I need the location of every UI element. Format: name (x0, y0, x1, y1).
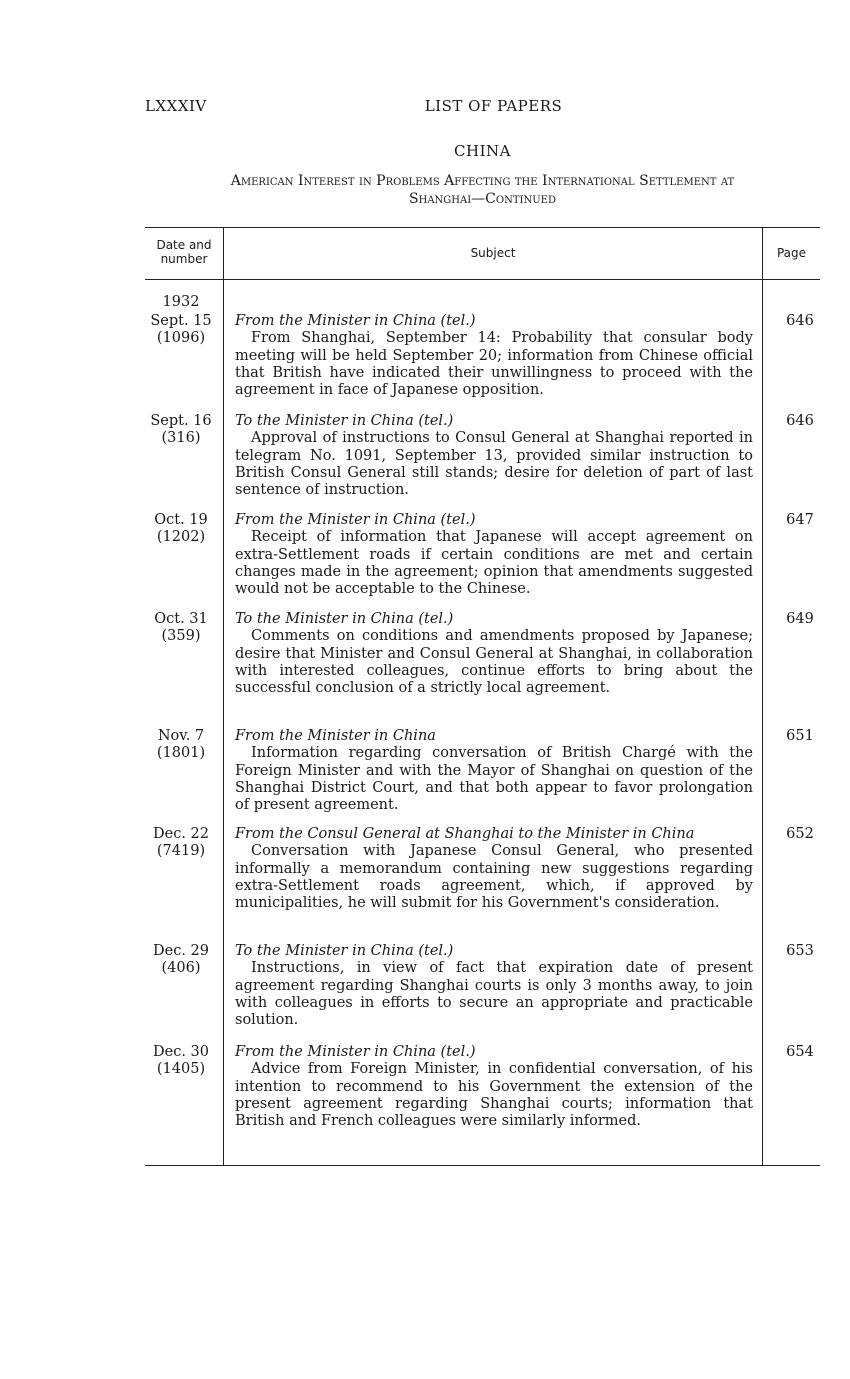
entry-date: Nov. 7 (157, 728, 205, 744)
entry-page: 654 (786, 1044, 814, 1060)
entry-subject (235, 313, 753, 399)
entry-number: (1801) (156, 745, 206, 762)
entry-page-cell (763, 512, 820, 529)
entry-date: Dec. 22 (153, 826, 209, 842)
entry-date-cell (145, 512, 217, 547)
entry-summary: Instructions, in view of fact that expiration date of present agreement regarding Shanghai courts is only 3 months away, to join with colleagues in efforts to secure an appropriate and practicable solution. (235, 960, 753, 1029)
column-header-page: Page (776, 246, 807, 260)
column-divider-page (762, 227, 763, 1166)
entry-page-cell (763, 943, 820, 960)
country-heading: CHINA (454, 142, 511, 160)
entry-page: 647 (786, 512, 814, 528)
entry-subject (235, 1044, 753, 1130)
entry-date-cell (145, 728, 217, 763)
table-bottom-rule (145, 1165, 820, 1166)
entry-date-cell (145, 943, 217, 978)
entry-date-cell (145, 826, 217, 861)
entry-sender: From the Minister in China (tel.) (235, 1044, 476, 1060)
entry-subject (235, 413, 753, 499)
section-title (145, 172, 820, 208)
entry-page-cell (763, 611, 820, 628)
table-header-rule (145, 279, 820, 280)
entry-subject (235, 943, 753, 1029)
entry-subject (235, 611, 753, 697)
entry-sender: From the Minister in China (235, 728, 436, 744)
entry-page-cell (763, 313, 820, 330)
entry-date-cell (145, 413, 217, 448)
section-title-line1: American Interest in Problems Affecting the International Settlement at (230, 173, 735, 189)
entry-page: 652 (786, 826, 814, 842)
entry-subject (235, 512, 753, 598)
entry-summary: Advice from Foreign Minister, in confidential conversation, of his intention to recommend to his Government the extension of the present agreement regarding Shanghai courts; information that British and French colleagues were similarly informed. (235, 1061, 753, 1130)
entry-summary: Conversation with Japanese Consul General, who presented informally a memorandum containing new suggestions regarding extra-Settlement roads agreement, which, if approved by municipalities, he will submit for his Government's consideration. (235, 843, 753, 912)
column-divider-date (223, 227, 224, 1166)
entry-number: (7419) (156, 843, 206, 860)
entry-date-cell (145, 313, 217, 348)
entry-sender: From the Consul General at Shanghai to the Minister in China (235, 826, 695, 842)
entry-page-cell (763, 728, 820, 745)
entry-page: 651 (786, 728, 814, 744)
page-folio: LXXXIV (145, 97, 207, 115)
entry-sender: To the Minister in China (tel.) (235, 413, 454, 429)
column-header-subject: Subject (470, 246, 516, 260)
section-title-line2: Shanghai—Continued (409, 191, 556, 207)
entry-summary: Receipt of information that Japanese will accept agreement on extra-Settlement roads if certain conditions are met and certain changes made in the agreement; opinion that amendments suggested would not be acceptable to the Chinese. (235, 529, 753, 598)
entry-number: (1202) (156, 529, 206, 546)
column-header-date-line1: Date and (156, 238, 212, 252)
running-head (145, 97, 820, 119)
entry-date: Sept. 15 (150, 313, 212, 329)
entry-number: (316) (161, 430, 201, 447)
entry-date: Dec. 29 (153, 943, 209, 959)
entry-page: 649 (786, 611, 814, 627)
entry-summary: From Shanghai, September 14: Probability that consular body meeting will be held September 20; information from Chinese official that British have indicated their unwillingness to proceed with the agreement in face of Japanese opposition. (235, 330, 753, 399)
entry-subject (235, 826, 753, 912)
entry-sender: To the Minister in China (tel.) (235, 611, 454, 627)
entry-number: (359) (161, 628, 201, 645)
entry-page-cell (763, 1044, 820, 1061)
entry-date: Oct. 31 (154, 611, 208, 627)
entry-page-cell (763, 413, 820, 430)
running-title: LIST OF PAPERS (424, 97, 563, 115)
entry-page: 646 (786, 413, 814, 429)
entry-page: 646 (786, 313, 814, 329)
entry-summary: Information regarding conversation of British Chargé with the Foreign Minister and with the Mayor of Shanghai on question of the Shanghai District Court, and that both appear to favor prolongation of present agreement. (235, 745, 753, 814)
papers-table (145, 227, 820, 1167)
entry-number: (1096) (156, 330, 206, 347)
entry-date: Dec. 30 (153, 1044, 209, 1060)
entry-page: 653 (786, 943, 814, 959)
entry-number: (1405) (156, 1061, 206, 1078)
entry-subject (235, 728, 753, 814)
entry-number: (406) (161, 960, 201, 977)
entry-sender: To the Minister in China (tel.) (235, 943, 454, 959)
entry-date: Sept. 16 (150, 413, 212, 429)
entry-date: Oct. 19 (154, 512, 208, 528)
entry-summary: Approval of instructions to Consul General at Shanghai reported in telegram No. 1091, September 13, provided similar instruction to British Consul General still stands; desire for deletion of part of last sentence of instruction. (235, 430, 753, 499)
entry-date-cell (145, 611, 217, 646)
entry-page-cell (763, 826, 820, 843)
entry-date-cell (145, 1044, 217, 1079)
table-top-rule (145, 227, 820, 228)
entry-summary: Comments on conditions and amendments proposed by Japanese; desire that Minister and Consul General at Shanghai, in collaboration with interested colleagues, continue efforts to bring about the successful conclusion of a strictly local agreement. (235, 628, 753, 697)
column-header-date-line2: number (160, 252, 208, 266)
column-header-date (145, 238, 223, 266)
entry-sender: From the Minister in China (tel.) (235, 313, 476, 329)
entry-sender: From the Minister in China (tel.) (235, 512, 476, 528)
year-label: 1932 (162, 294, 200, 310)
